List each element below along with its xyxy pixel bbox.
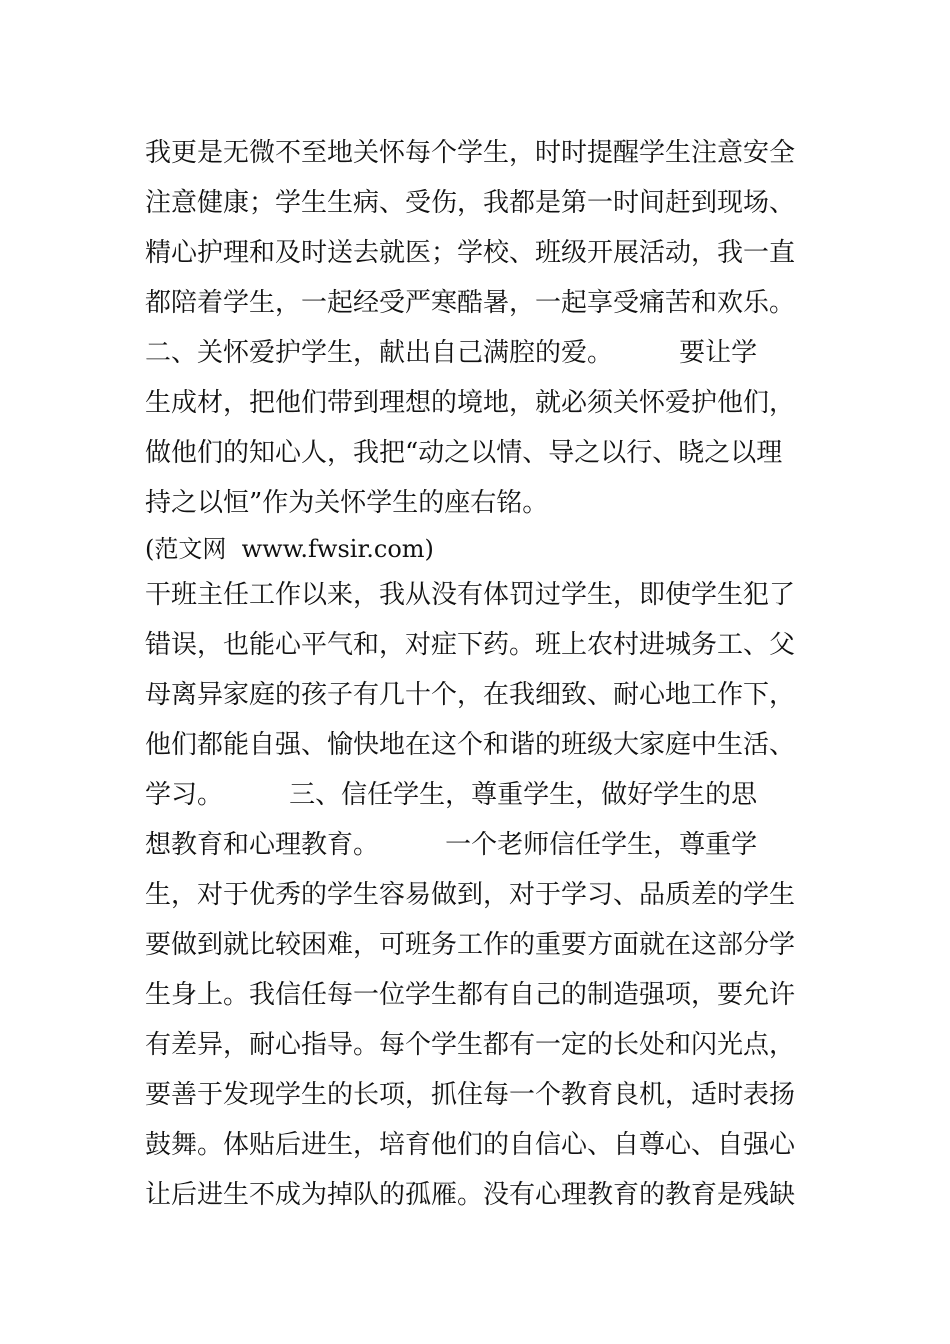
- text-line: 他们都能自强、愉快地在这个和谐的班级大家庭中生活、: [145, 730, 796, 760]
- text-line: 想教育和心理教育。 一个老师信任学生，尊重学: [145, 830, 758, 860]
- text-line: 错误，也能心平气和，对症下药。班上农村进城务工、父: [145, 630, 796, 660]
- text-line: 让后进生不成为掉队的孤雁。没有心理教育的教育是残缺: [145, 1180, 796, 1210]
- text-line: 我更是无微不至地关怀每个学生，时时提醒学生注意安全: [145, 138, 796, 168]
- document-body: [145, 128, 825, 1220]
- text-line: 持之以恒”作为关怀学生的座右铭。: [145, 488, 549, 518]
- text-line: 有差异，耐心指导。每个学生都有一定的长处和闪光点，: [145, 1030, 796, 1060]
- text-line: 生，对于优秀的学生容易做到，对于学习、品质差的学生: [145, 880, 796, 910]
- text-line: 鼓舞。体贴后进生，培育他们的自信心、自尊心、自强心: [145, 1130, 796, 1160]
- text-line: 生身上。我信任每一位学生都有自己的制造强项，要允许: [145, 980, 796, 1010]
- text-line: 母离异家庭的孩子有几十个，在我细致、耐心地工作下，: [145, 680, 796, 710]
- section-heading-line: 二、关怀爱护学生，献出自己满腔的爱。 要让学: [145, 338, 758, 368]
- text-line: 做他们的知心人，我把“动之以情、导之以行、晓之以理: [145, 438, 783, 468]
- text-line: 生成材，把他们带到理想的境地，就必须关怀爱护他们，: [145, 388, 796, 418]
- text-line: 要做到就比较困难，可班务工作的重要方面就在这部分学: [145, 930, 796, 960]
- text-line: 要善于发现学生的长项，抓住每一个教育良机，适时表扬: [145, 1080, 796, 1110]
- source-note: (范文网 www.fwsir.com): [145, 535, 434, 563]
- text-line: 都陪着学生，一起经受严寒酷暑，一起享受痛苦和欢乐。: [145, 288, 796, 318]
- text-line: 注意健康；学生生病、受伤，我都是第一时间赶到现场、: [145, 188, 796, 218]
- text-line: 干班主任工作以来，我从没有体罚过学生，即使学生犯了: [145, 580, 796, 610]
- section-heading-line: 学习。 三、信任学生，尊重学生，做好学生的思: [145, 780, 758, 810]
- text-line: 精心护理和及时送去就医；学校、班级开展活动，我一直: [145, 238, 796, 268]
